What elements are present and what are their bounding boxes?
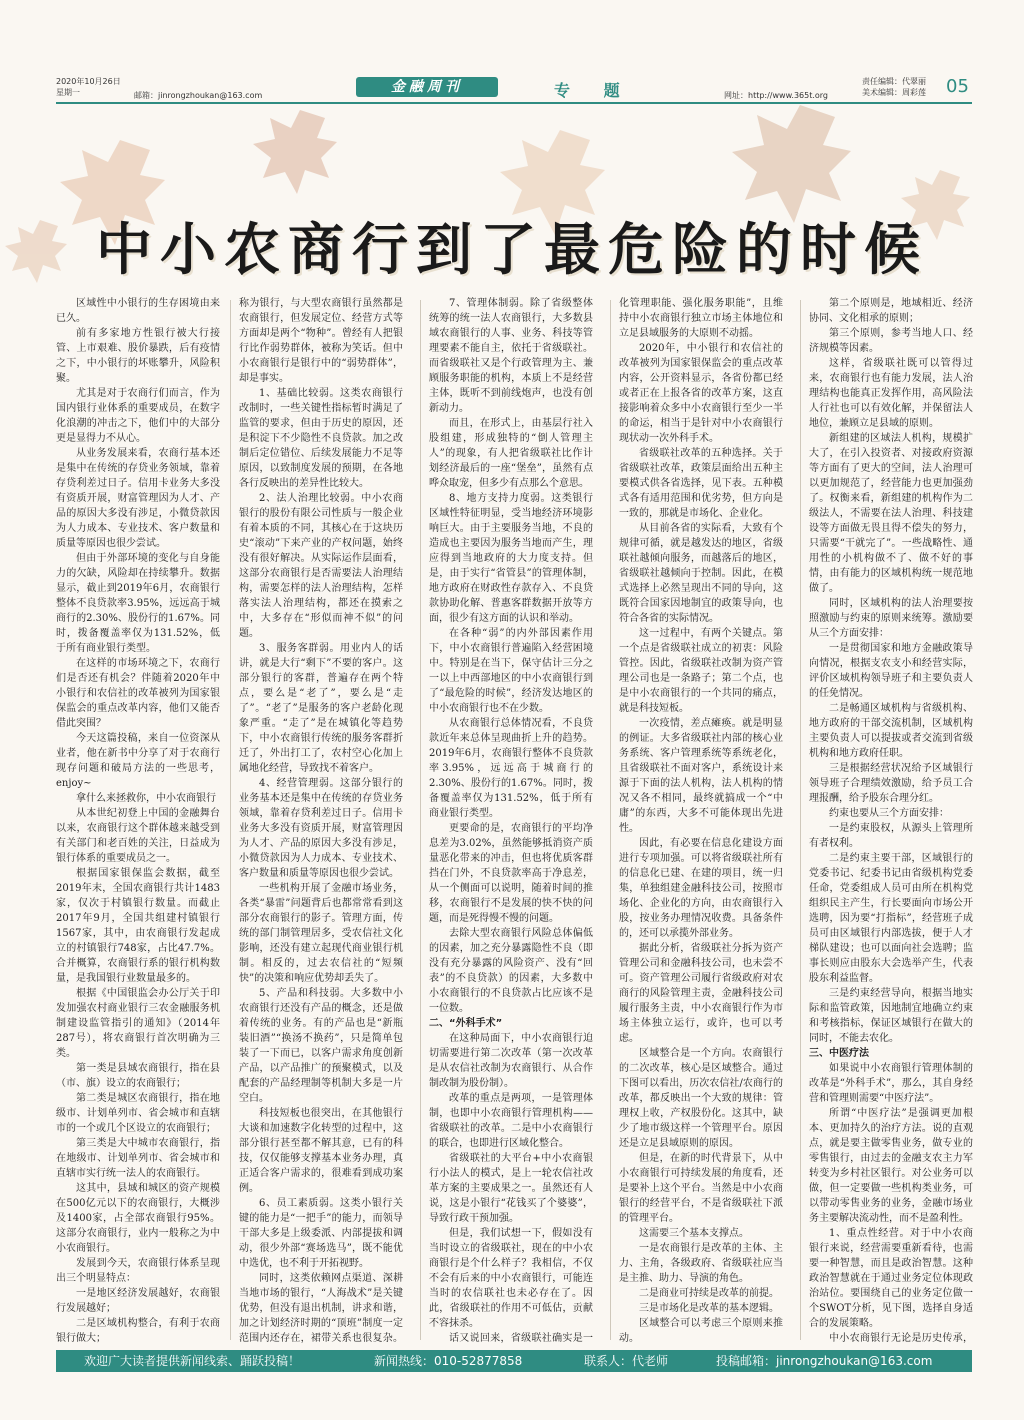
article-column-4: [619, 296, 783, 1344]
paper-name-logo: 金融周刊: [356, 77, 498, 97]
footer-bar: [56, 1350, 972, 1372]
section-title: 专 题: [554, 81, 634, 100]
paragraph: 第二个原则是，地域相近、经济协同、文化相承的原则；: [809, 298, 973, 324]
paragraph: 二是商业可持续是改革的前提。: [639, 1288, 779, 1299]
footer-contact: 联系人：代老师: [584, 1354, 669, 1368]
paragraph: 这样，省级联社既可以管得过来，农商银行也有能力发展，法人治理结构也能真正发挥作用，高风险法人行社也可以有效化解，并保留法人地位，兼顾立足县域的原则。: [809, 358, 973, 429]
paragraph: 从业务发展来看，农商行基本还是集中在传统的存贷业务领域，靠着存贷利差过日子。信用卡业务大多没有资质开展，财富管理因为人才、产品的原因大多没有涉足，小微贷款因为人力成本、专业技术、客户数量和质量等原因也很少尝试。: [56, 448, 220, 549]
footer-hotline: 新闻热线：010-52877858: [374, 1354, 523, 1368]
paragraph: 拿什么来拯救你，中小农商银行: [76, 793, 216, 804]
paragraph: 4、经营管理弱。这部分银行的业务基本还是集中在传统的存贷业务领域，靠着存贷利差过日子。信用卡业务大多没有资质开展，财富管理因为人才、产品的原因大多没有涉足，小微贷款因为人力成本、专业技术、客户数量和质量等原因也很少尝试。: [239, 778, 403, 879]
masthead: [56, 76, 972, 102]
paragraph: 二是区域机构整合，有利于农商银行做大；: [56, 1318, 220, 1344]
issue-date: [56, 76, 121, 98]
paragraph: 2、法人治理比较弱。中小农商银行的股份有限公司性质与一般企业有着本质的不同，其核心在于这块历史“滚动”下来产业的产权问题，始终没有很好解决。从实际运作层面看，这部分农商银行是否需要法人治理结构，需要怎样的法人治理结构，怎样落实法人治理结构，都还在摸索之中，大多存在“形似而神不似”的问题。: [239, 493, 403, 639]
paragraph: 化管理职能、强化服务职能”，且维持中小农商银行独立市场主体地位和立足县域服务的大原则不动摇。: [619, 298, 783, 339]
masthead-email: 邮箱：jinrongzhoukan@163.com: [134, 91, 263, 100]
paragraph: 省级联社改革的五种选择。关于省级联社改革，政策层面给出五种主要模式供各省选择，见下表。五种模式各有适用范围和优劣势，但方向是一致的，那就是市场化、企业化。: [619, 448, 783, 519]
paragraph: 尤其是对于农商行们而言，作为国内银行业体系的重要成员，在数字化浪潮的冲击之下，他们中的大部分更是显得力不从心。: [56, 388, 220, 444]
paragraph: 第二类是城区农商银行，指在地级市、计划单列市、省会城市和直辖市的一个或几个区设立的农商银行；: [56, 1093, 220, 1134]
paragraph: 根据国家银保监会数据，截至2019年末，全国农商银行共计1483家，仅次于村镇银行数量。而截止2017年9月，全国共组建村镇银行1567家，其中，由农商银行发起成立的村镇银行748家，占比47.7%。合并概算，农商银行系的银行机构数量，是我国银行业数量最多的。: [56, 868, 220, 984]
paragraph: 一次疫情，差点瘫痪。就是明显的例证。大多省级联社内部的核心业务系统、客户管理系统等系统老化，且省级联社不面对客户，系统设计来源于下面的法人机构，法人机构的情况又各不相同，最终就搞成一个“中庸”的东西，大多不可能体现出先进性。: [619, 718, 783, 834]
paragraph: 第三类是大中城市农商银行，指在地级市、计划单列市、省会城市和直辖市实行统一法人的农商银行。: [56, 1138, 220, 1179]
art-editor: 美术编辑：周彩莲: [862, 88, 926, 97]
section-subheading: 三、中医疗法: [809, 1048, 869, 1059]
paragraph: 一是农商银行是改革的主体、主力、主角，各级政府、省级联社应当是主推、助力、导演的角色。: [619, 1243, 783, 1284]
paragraph: 所谓“中医疗法”是强调更加根本、更加持久的治疗方法。说的直观点，就是要主做零售业务，做专业的零售银行，由过去的金融支农主力军转变为乡村社区银行。对公业务可以做，但一定要做一些机构类业务，可以带动零售业务的业务，金融市场业务主要解决流动性，而不是盈利性。: [809, 1108, 973, 1224]
paragraph: 同时，这类依赖网点渠道、深耕当地市场的银行，“人海战术”是关键优势，但没有退出机制，讲求和谐，加之计划经济时期的“顶班”制度一定范围内还存在，裙带关系也很复杂。: [239, 1273, 403, 1344]
paragraph: 在各种“弱”的内外部因素作用下，中小农商银行普遍陷入经营困境中。特别是在当下，保守估计三分之一以上中西部地区的中小农商银行到了“最危险的时候”，经济发达地区的中小农商银行也不在少数。: [429, 628, 593, 714]
editors: [862, 76, 926, 98]
paragraph: 从农商银行总体情况看，不良贷款近年来总体呈现曲折上升的趋势。2019年6月，农商银行整体不良贷款率3.95%，远远高于城商行的2.30%、股份行的1.67%。同时，拨备覆盖率仅为131.52%，低于所有商业银行类型。: [429, 718, 593, 819]
paragraph: 新组建的区域法人机构，规模扩大了，在引入投资者、对接政府资源等方面有了更大的空间，法人治理可以更加规范了，经营能力也更加强劲了。权衡来看，新组建的机构作为二级法人，不需要在法人治理、科技建设等方面做无畏且得不偿失的努力，只需要“干就完了”。一些战略性、通用性的小机构做不了、做不好的事情，由有能力的区域机构统一规范地做了。: [809, 433, 973, 594]
paragraph: 从本世纪初登上中国的金融舞台以来，农商银行这个群体越来越受到有关部门和老百姓的关注，日益成为银行体系的重要成员之一。: [56, 808, 220, 864]
paragraph: 一是约束股权，从源头上管理所有者权利。: [809, 823, 973, 849]
article-headline: 中小农商行到了最危险的时候: [96, 217, 928, 283]
section-subheading: 二、“外科手术”: [429, 1018, 503, 1029]
paragraph: 一是贯彻国家和地方金融政策导向情况，根据支农支小和经营实际，评价区域机构领导班子和主要负责人的任免情况。: [809, 643, 973, 699]
paragraph: 7、管理体制弱。除了省级整体统筹的统一法人农商银行，大多数县域农商银行的人事、业务、科技等管理要素不能自主，依托于省级联社。而省级联社又是个行政管理为主、兼顾服务职能的机构，本质上不是经营主体，既听不到前线炮声，也没有创新动力。: [429, 298, 593, 414]
paragraph: 发展到今天，农商银行体系呈现出三个明显特点：: [56, 1258, 220, 1284]
paragraph: 话又说回来，省级联社确实是一: [449, 1333, 593, 1344]
masthead-website: 网址：http://www.365t.org: [724, 91, 829, 100]
paragraph: 约束也要从三个方面安排：: [829, 808, 949, 819]
paragraph: 但由于外部环境的变化与自身能力的欠缺，风险却在持续攀升。数据显示，截止到2019年6月，农商银行整体不良贷款率3.95%，远远高于城商行的2.30%、股份行的1.67%。同时，拨备覆盖率仅为131.52%，低于所有商业银行类型。: [56, 553, 220, 654]
paragraph: 省级联社的大平台+中小农商银行小法人的模式，是上一轮农信社改革方案的主要成果之一。虽然还有人说，这是小银行“花钱买了个婆婆”，导致行政干预加强。: [429, 1153, 593, 1224]
paragraph: 据此分析，省级联社分拆为资产管理公司和金融科技公司，也未尝不可。资产管理公司履行省级政府对农商行的风险管理主责，金融科技公司履行服务主责，中小农商银行作为市场主体独立运行，或许，也可以考虑。: [619, 943, 783, 1044]
paragraph: 但是，我们试想一下，假如没有当时设立的省级联社，现在的中小农商银行是个什么样子？我相信，不仅不会有后来的中小农商银行，可能连当时的农信联社也未必存在了。因此，省级联社的作用不可低估，贡献不容抹杀。: [429, 1228, 593, 1329]
paragraph: 三是市场化是改革的基本逻辑。: [639, 1303, 779, 1314]
article-column-5: [809, 296, 973, 1344]
paragraph: 这需要三个基本支撑点。: [639, 1228, 749, 1239]
paragraph: 3、服务客群弱。用业内人的话讲，就是大行“剩下”不要的客户。这部分银行的客群，普遍存在两个特点，要么是“老了”，要么是“走了”。“老了”是服务的客户老龄化现象严重。“走了”是在城镇化等趋势下，中小农商银行传统的服务客群折迁了，外出打工了，农村空心化加上属地化经营，导致找不着客户。: [239, 643, 403, 774]
paragraph: 二是约束主要干部，区域银行的党委书记、纪委书记由省级机构党委任命，党委组成人员可由所在机构党组织民主产生，行长要面向市场公开选聘，因为要“打指标”，经营班子成员可由区域银行内部选拔，便于人才梯队建设；也可以面向社会选聘；监事长则应由股东大会选举产生，代表股东利益监督。: [809, 853, 973, 984]
paragraph: 因此，有必要在信息化建设方面进行专项加强。可以将省级联社所有的信息化已建、在建的项目，统一归集，单独组建金融科技公司，按照市场化、企业化的方向，由农商银行入股，按业务办理情况收费。具备条件的，还可以承揽外部业务。: [619, 838, 783, 939]
paragraph: 在这种局面下，中小农商银行迫切需要进行第二次改革（第一次改革是从农信社改制为农商银行、从合作制改制为股份制）。: [429, 1033, 593, 1089]
paragraph: 去除大型农商银行风险总体偏低的因素，加之充分暴露隐性不良（即没有充分暴露的风险资产、没有“回表”的不良贷款）的因素，大多数中小农商银行的不良贷款占比应该不是一位数。: [429, 928, 593, 1014]
paragraph: 前有多家地方性银行被大行接管、上市艰难、股价暴跌，后有疫情之下，中小银行的坏账攀升，风险积聚。: [56, 328, 220, 384]
paragraph: 在这样的市场环境之下，农商行们是否还有机会？伴随着2020年中小银行和农信社的改革被列为国家银保监会的重点改革内容，他们又能否借此突围？: [56, 658, 220, 729]
paragraph: 一些机构开展了金融市场业务，各类“暴雷”问题背后也都常常看到这部分农商银行的影子。管理方面，传统的部门制管理居多，受农信社文化影响，还没有建立起现代商业银行机制。相反的，过去农信社的“短频快”的决策和响应优势却丢失了。: [239, 883, 403, 984]
paragraph: 2020年，中小银行和农信社的改革被列为国家银保监会的重点改革内容，公开资料显示，各省份都已经或者正在上报各省的改革方案，这直接影响着众多中小农商银行至少一半的命运，相当于是针对中小农商银行现状动一次外科手术。: [619, 343, 783, 444]
paragraph: 根据《中国银监会办公厅关于印发加强农村商业银行三农金融服务机制建设监管指引的通知》（2014年287号），将农商银行首次明确为三类。: [56, 988, 220, 1059]
paragraph: 1、基础比较弱。这类农商银行改制时，一些关键性指标暂时满足了监管的要求，但由于历史的原因，还是积淀下不少隐性不良贷款。加之改制后定位错位、后续发展能力不足等原因，以致制度发展的预期，在各地各行反映出的差异性比较大。: [239, 388, 403, 489]
masthead-rule: [56, 102, 972, 104]
page-number: 05: [946, 76, 969, 97]
paragraph: 从目前各省的实际看，大致有个规律可循，就是越发达的地区，省级联社越倾向服务，而越落后的地区，省级联社越倾向于控制。因此，在模式选择上必然呈现出不同的导向，这既符合国家因地制宜的政策导向，也符合各省的实际情况。: [619, 523, 783, 624]
paragraph: 这一过程中，有两个关键点。第一个点是省级联社成立的初衷：风险管控。因此，省级联社改制为资产管理公司也是一条路子；第二个点，也是中小农商银行的一个共同的痛点，就是科技短板。: [619, 628, 783, 714]
issue-weekday: 星期一: [56, 88, 80, 97]
paragraph: 1、重点性经营。对于中小农商银行来说，经营需要重新看待，也需要一种智慧，而且是政治智慧。这种政治智慧就在于通过业务定位体现政治站位。要围绕自己的业务定位做一个SWOT分析，见下图，选择自身适合的发展策略。: [809, 1228, 973, 1329]
article-column-2: [239, 296, 403, 1344]
paragraph: 如果说中小农商银行管理体制的改革是“外科手术”，那么，其自身经营和管理则需要“中医疗法”。: [809, 1063, 973, 1104]
paragraph: 6、员工素质弱。这类小银行关键的能力是“一把手”的能力，而领导干部大多是上级委派、内部提拔和调动，很少外部“赛场选马”，既不能优中选优，也不利于开拓视野。: [239, 1198, 403, 1269]
paragraph: 区域性中小银行的生存困境由来已久。: [56, 298, 220, 324]
paragraph: 改革的重点是两项，一是管理体制，也即中小农商银行管理机构——省级联社的改革。二是中小农商银行的联合，也即进行区域化整合。: [429, 1093, 593, 1149]
paragraph: 8、地方支持力度弱。这类银行区域性特征明显，受当地经济环境影响巨大。由于主要服务当地，不良的造成也主要因为服务当地而产生，理应得到当地政府的大力度支持。但是，由于实行“省管县”的管理体制，地方政府在财政性存款存入、不良贷款协助化解、普惠客群数据开放等方面，很少有这方面的认识和举动。: [429, 493, 593, 624]
responsible-editor: 责任编辑：代翠丽: [862, 77, 926, 86]
paragraph: 二是畅通区域机构与省级机构、地方政府的干部交流机制，区域机构主要负责人可以提拔或者交流到省级机构和地方政府任职。: [809, 703, 973, 759]
paragraph: 但是，在新的时代背景下，从中小农商银行可持续发展的角度看，还是要补上这个平台。当然是中小农商银行的经营平台，不是省级联社下派的管理平台。: [619, 1153, 783, 1224]
paragraph: 一是地区经济发展越好，农商银行发展越好；: [56, 1288, 220, 1314]
paragraph: 第一类是县域农商银行，指在县（市、旗）设立的农商银行；: [56, 1063, 220, 1089]
article-body: [56, 296, 972, 1344]
paragraph: 这其中，县域和城区的资产规模在500亿元以下的农商银行，大概涉及1400家，占全部农商银行95%。这部分农商银行，业内一般称之为中小农商银行。: [56, 1183, 220, 1254]
paragraph: 同时，区域机构的法人治理要按照激励与约束的原则来统筹。激励要从三个方面安排：: [809, 598, 973, 639]
paragraph: 第三个原则，参考当地人口、经济规模等因素。: [809, 328, 973, 354]
paragraph: 科技短板也很突出，在其他银行大谈和加速数字化转型的过程中，这部分银行甚至都不解其意，已有的科技，仅仅能够支撑基本业务办理，真正适合客户需求的，很难看到成功案例。: [239, 1108, 403, 1194]
paragraph: 三是约束经营导向，根据当地实际和监管政策，因地制宜地确立约束和考核指标，保证区域银行在做大的同时，不能去农化。: [809, 988, 973, 1044]
paragraph: 区域整合可以考虑三个原则来推动。: [619, 1318, 783, 1344]
paragraph: 今天这篇投稿，来自一位资深从业者，他在新书中分享了对于农商行现存问题和破局方法的一些思考，enjoy~: [56, 733, 220, 789]
paragraph: 中小农商银行无论是历史传承，: [829, 1333, 973, 1344]
footer-email: 投稿邮箱：jinrongzhoukan@163.com: [716, 1354, 933, 1368]
article-column-1: [56, 296, 220, 1344]
paragraph: 5、产品和科技弱。大多数中小农商银行还没有产品的概念，还是做着传统的业务。有的产品也是“新瓶装旧酒”“换汤不换药”，只是简单包装了一下而已，以客户需求角度创新产品，以产品推广的预聚模式，以及配套的产品经理制等机制大多是一片空白。: [239, 988, 403, 1104]
paragraph: 更要命的是，农商银行的平均净息差为3.02%，虽然能够抵消资产质量恶化带来的冲击，但也将优质客群挡在门外，不良贷款率高于净息差，从一个侧面可以说明，随着时间的推移，农商银行不是发展的快不快的问题，而是死得慢不慢的问题。: [429, 823, 593, 924]
footer-invite: 欢迎广大读者提供新闻线索、踊跃投稿！: [84, 1354, 301, 1368]
article-column-3: [429, 296, 593, 1344]
paragraph: 区域整合是一个方向。农商银行的二次改革，核心是区域整合。通过下图可以看出，历次农信社/农商行的改革，都反映出一个大致的规律：管理权上收，产权股份化。这其中，缺少了地市级这样一个管理平台。原因还是立足县域原则的原因。: [619, 1048, 783, 1149]
paragraph: 而且，在形式上，由基层行社入股组建，形成独特的“倒人管理主人”的现象，有人把省级联社比作计划经济最后的一座“堡垒”，虽然有点哗众取宠，但多少有点那么个意思。: [429, 418, 593, 489]
paragraph: 称为银行，与大型农商银行虽然都是农商银行，但发展定位、经营方式等方面却是两个“物种”。曾经有人把银行比作弱势群体，被称为笑话。但中小农商银行是银行中的“弱势群体”，却是事实。: [239, 298, 403, 384]
paragraph: 三是根据经营状况给予区域银行领导班子合理绩效激励，给予员工合理报酬，给予股东合理分红。: [809, 763, 973, 804]
issue-date-text: 2020年10月26日: [56, 77, 121, 86]
